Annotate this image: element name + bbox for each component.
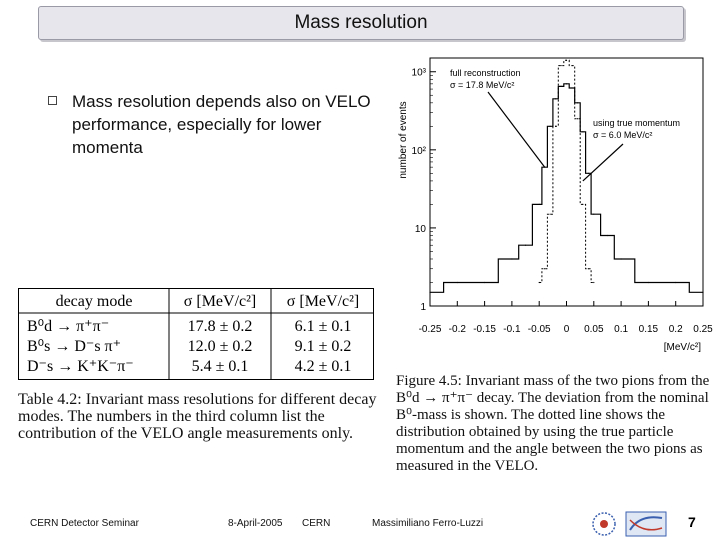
table-caption: Table 4.2: Invariant mass resolutions for different decay modes. The numbers in the third column list the contribution of the VELO angle measurements only. <box>18 391 377 442</box>
page-number: 7 <box>688 514 696 530</box>
data-point <box>484 282 485 283</box>
x-tick-label: 0.2 <box>668 324 683 335</box>
table-cell-full-3: 5.4 ± 0.1 <box>191 358 249 375</box>
x-tick-label: 0.15 <box>638 324 659 335</box>
table-cell-mode-2: B⁰s → D⁻s π⁺ <box>27 338 122 355</box>
data-point <box>648 282 649 283</box>
x-axis-unit: [MeV/c²] <box>663 342 701 353</box>
data-point <box>555 126 556 127</box>
data-point <box>555 98 556 99</box>
x-tick-label: 0 <box>563 324 570 335</box>
table-header-sigma-full: σ [MeV/c²] <box>183 293 257 310</box>
x-tick-label: -0.25 <box>418 324 442 335</box>
data-point <box>566 83 567 84</box>
data-point <box>544 268 545 269</box>
bullet-icon <box>48 96 57 105</box>
data-point <box>577 102 578 103</box>
table-cell-full-2: 12.0 ± 0.2 <box>187 338 253 355</box>
annotation-full-sigma: σ = 17.8 MeV/c² <box>450 80 515 90</box>
data-point <box>571 87 572 88</box>
data-point <box>550 214 551 215</box>
footer-date: 8-April-2005 <box>228 518 283 529</box>
x-tick-label: 0.1 <box>614 324 629 335</box>
y-tick-label: 10³ <box>411 67 426 79</box>
table-cell-velo-1: 6.1 ± 0.1 <box>294 318 352 335</box>
data-point <box>702 292 703 293</box>
series-full-reconstruction <box>430 84 703 292</box>
annotation-full-reco: full reconstruction <box>450 68 521 78</box>
title-bar <box>38 6 684 40</box>
data-point <box>550 126 551 127</box>
table-grid <box>19 289 374 380</box>
mass-histogram <box>385 50 715 370</box>
x-tick-label: -0.1 <box>503 324 521 335</box>
data-point <box>588 173 589 174</box>
data-point <box>457 282 458 283</box>
y-axis-label: number of events <box>398 101 409 179</box>
data-point <box>539 204 540 205</box>
resolution-table <box>18 288 374 380</box>
y-tick-label: 10 <box>414 223 426 235</box>
table-cell-velo-2: 9.1 ± 0.2 <box>294 338 352 355</box>
data-point <box>511 258 512 259</box>
bullet-text: Mass resolution depends also on VELO performance, especially for lower momenta <box>72 92 371 157</box>
table-header-sigma-velo: σ [MeV/c²] <box>286 293 360 310</box>
table-cell-velo-3: 4.2 ± 0.1 <box>294 358 352 375</box>
annotation-true-momentum: using true momentum <box>593 118 681 128</box>
data-point <box>582 204 583 205</box>
data-point <box>675 282 676 283</box>
y-tick-label: 1 <box>420 302 426 313</box>
data-point <box>607 235 608 236</box>
table-header-mode: decay mode <box>55 293 133 310</box>
data-point <box>539 282 540 283</box>
x-tick-label: -0.2 <box>448 324 466 335</box>
arrow-true-momentum <box>583 144 623 181</box>
table-cell-mode-3: D⁻s → K⁺K⁻π⁻ <box>27 358 134 375</box>
footer-author: Massimiliano Ferro-Luzzi <box>372 518 484 529</box>
data-point <box>582 131 583 132</box>
annotation-true-sigma: σ = 6.0 MeV/c² <box>593 130 653 140</box>
slide-title: Mass resolution <box>294 12 428 33</box>
figure-caption: Figure 4.5: Invariant mass of the two pions from the B⁰d → π⁺π⁻ decay. The deviation from the nominal B⁰-mass is shown. The dotted line shows the distribution obtained by using the true particle momentum and the angle between the two pions as measured in the VELO. <box>396 373 710 474</box>
y-tick-label: 10² <box>411 145 426 157</box>
x-tick-label: 0.05 <box>584 324 604 335</box>
lhcb-logo-icon <box>592 508 682 540</box>
data-point <box>571 65 572 66</box>
table-cell-full-1: 17.8 ± 0.2 <box>187 318 253 335</box>
data-point <box>593 214 594 215</box>
histogram-svg <box>385 50 715 370</box>
x-tick-label: 0.25 <box>693 324 713 335</box>
x-tick-label: -0.05 <box>527 324 551 335</box>
data-point <box>577 118 578 119</box>
arrow-full-reco <box>488 92 545 167</box>
data-point <box>566 60 567 61</box>
data-point <box>593 282 594 283</box>
table-cell-mode-1: B⁰d → π⁺π⁻ <box>27 318 110 335</box>
data-point <box>621 258 622 259</box>
data-point <box>560 86 561 87</box>
data-point <box>560 65 561 66</box>
footer-place: CERN <box>302 518 331 529</box>
plot-frame <box>430 58 703 306</box>
data-point <box>429 292 430 293</box>
footer-seminar: CERN Detector Seminar <box>30 518 139 529</box>
x-tick-label: -0.15 <box>473 324 496 335</box>
data-point <box>588 268 589 269</box>
data-point <box>525 245 526 246</box>
